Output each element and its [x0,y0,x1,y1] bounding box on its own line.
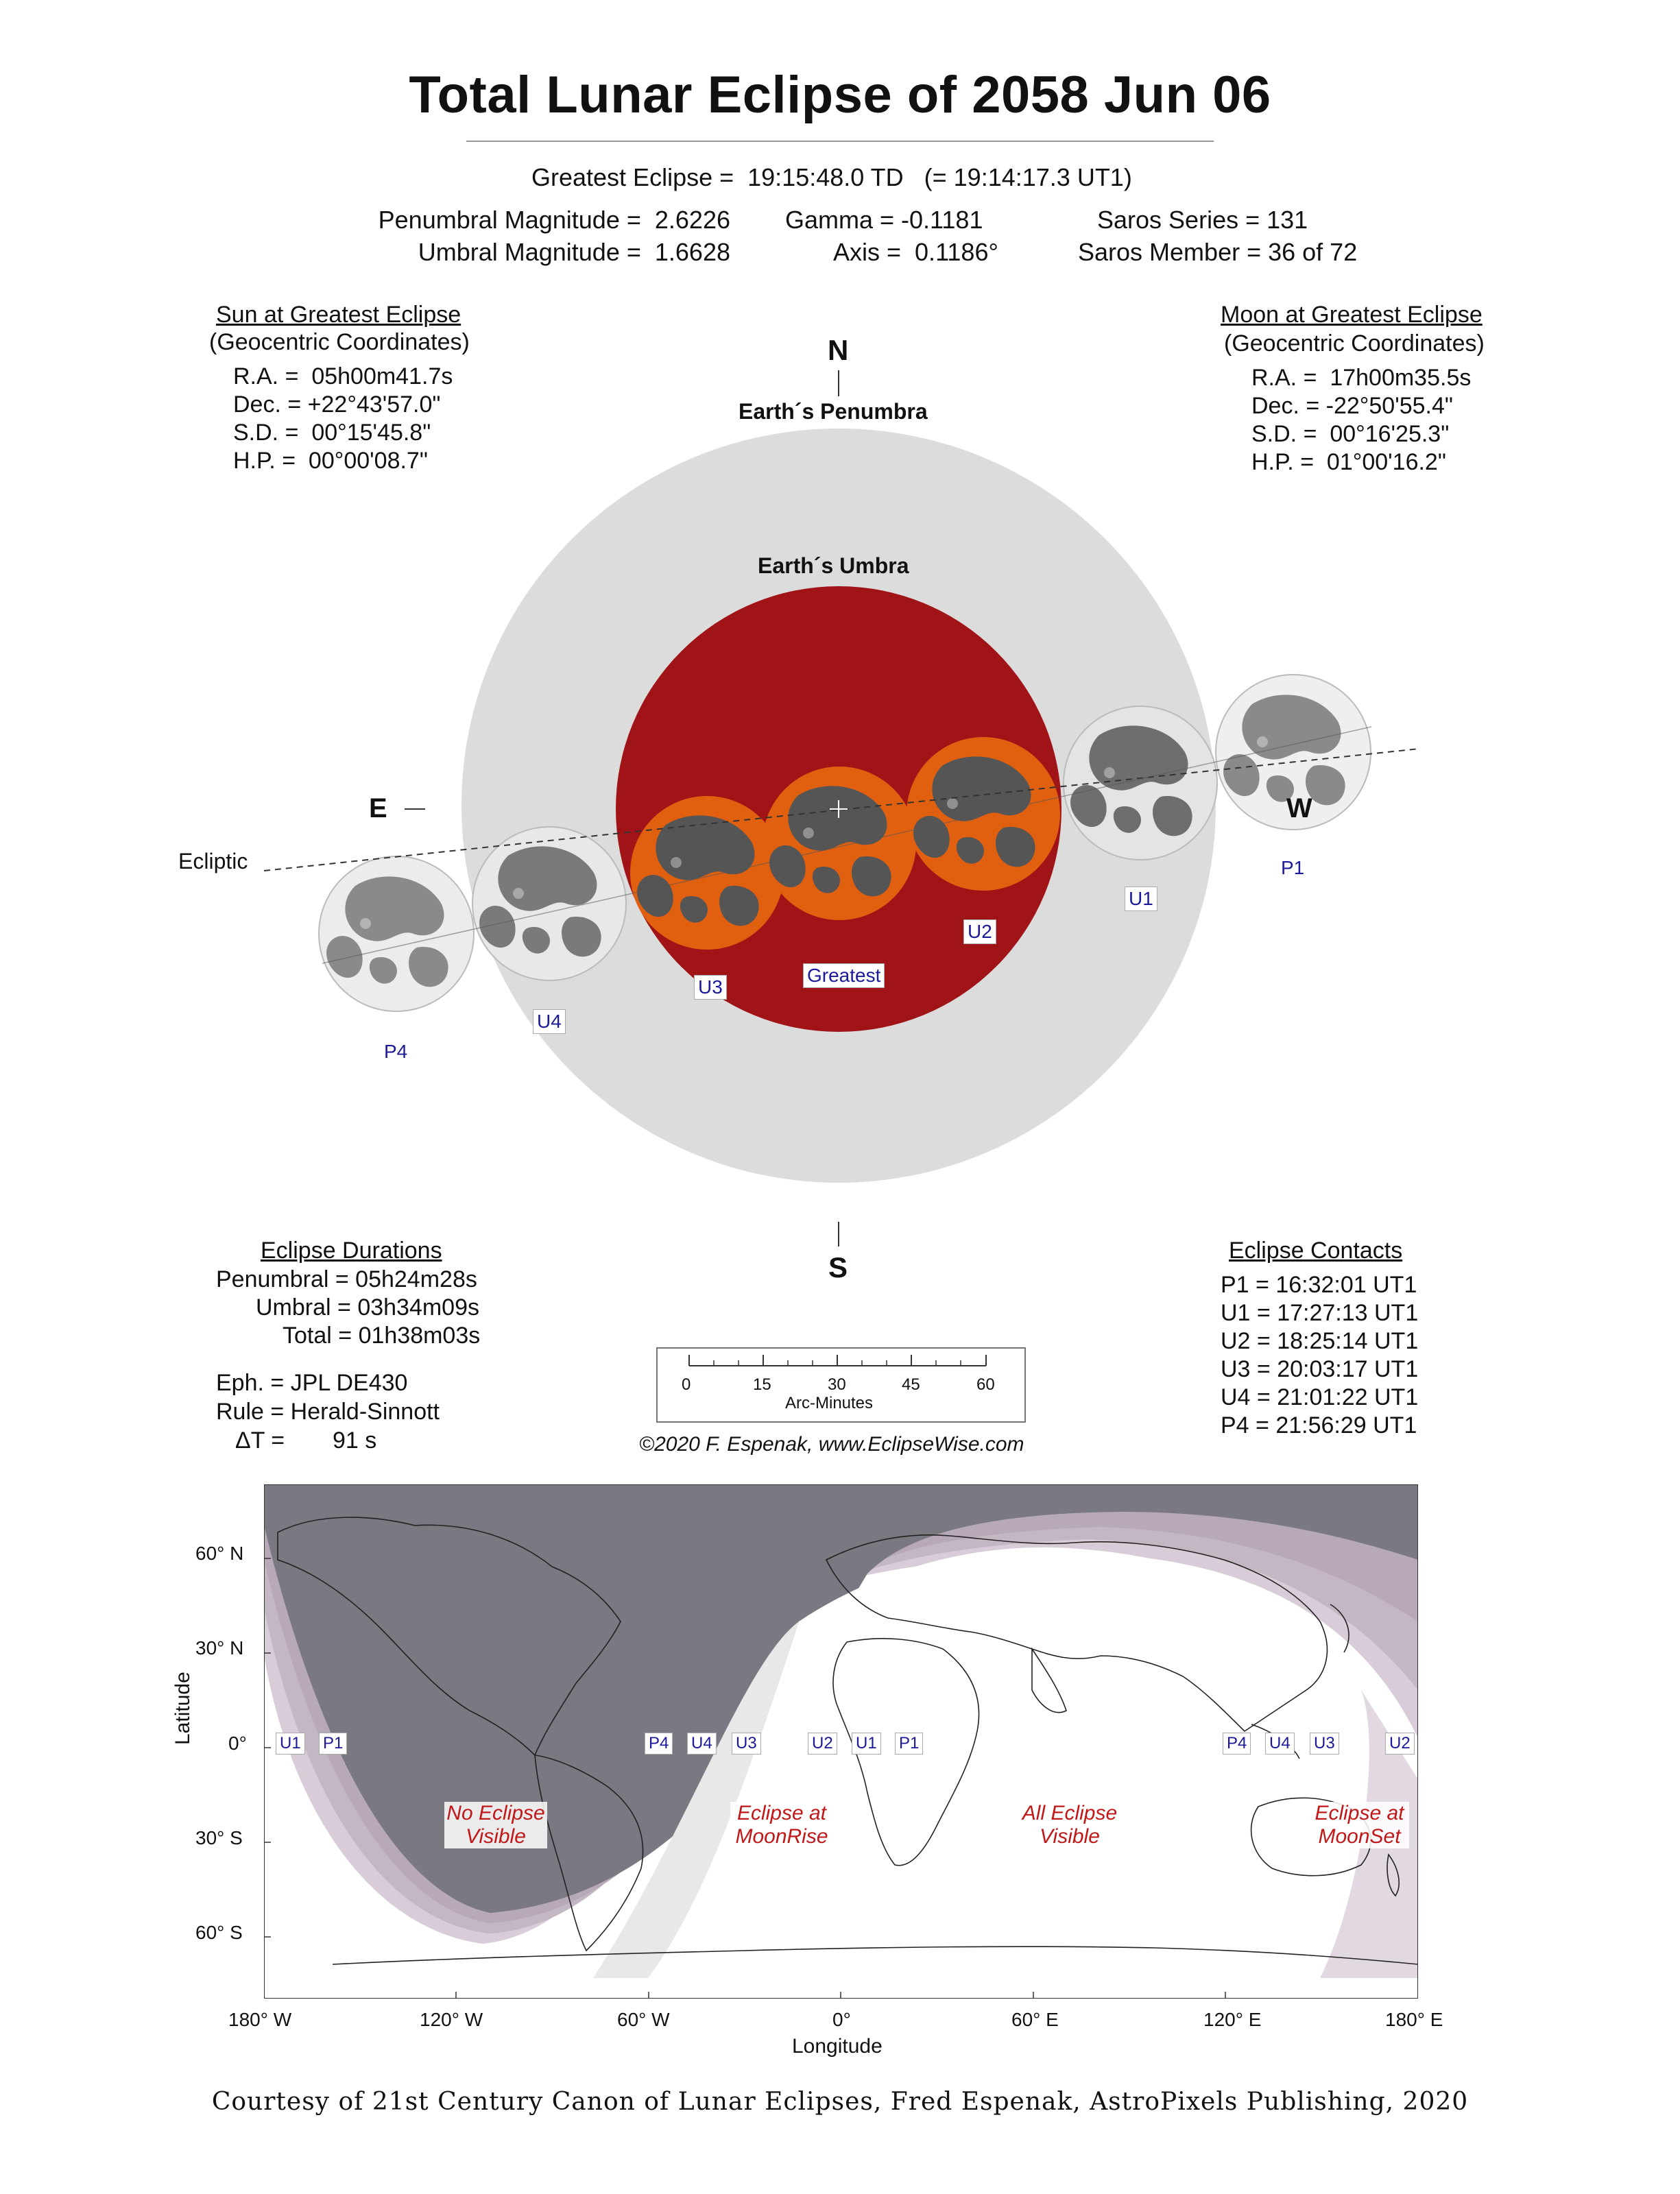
lat-tick-30n: 30° N [195,1637,244,1659]
map-u3-right: U3 [1310,1733,1339,1755]
map-u1-mid: U1 [852,1733,881,1755]
south-label: S [828,1251,848,1283]
gamma-value: Gamma = -0.1181 [785,206,983,234]
saros-series: Saros Series = 131 [1097,206,1308,234]
contacts-heading: Eclipse Contacts [1229,1238,1403,1264]
u4-label: U4 [533,1009,566,1034]
map-u4-right: U4 [1265,1733,1295,1755]
rule: Rule = Herald-Sinnott [216,1399,440,1425]
contact-u2: U2 = 18:25:14 UT1 [1221,1328,1419,1354]
p4-label: P4 [384,1041,408,1062]
scale-tick-0: 0 [682,1375,691,1394]
duration-umbral: Umbral = 03h34m09s [256,1294,480,1321]
lon-tick-180w: 180° W [228,2009,292,2030]
title-divider [466,141,1214,142]
footer-text: Courtesy of 21st Century Canon of Lunar Eclipses, Fred Espenak, AstroPixels Publishing, 2020 [211,2088,1469,2116]
scale-tick-60: 60 [976,1375,995,1394]
contact-p4: P4 = 21:56:29 UT1 [1221,1412,1417,1438]
lat-tick-60s: 60° S [195,1922,243,1943]
moon-dec: Dec. = -22°50'55.4" [1251,393,1453,419]
ecliptic-label: Ecliptic [178,849,248,873]
moon-ra: R.A. = 17h00m35.5s [1251,365,1472,391]
scale-tick-45: 45 [902,1375,920,1394]
moon-subheading: (Geocentric Coordinates) [1224,330,1485,357]
lat-tick-30s: 30° S [195,1827,243,1848]
saros-member: Saros Member = 36 of 72 [1078,238,1358,266]
sun-hp: H.P. = 00°00'08.7" [233,448,428,474]
umbral-magnitude: Umbral Magnitude = 1.6628 [418,238,730,266]
north-label: N [828,334,849,366]
u3-label: U3 [694,975,727,1000]
u2-label: U2 [963,919,996,944]
footer-credit [0,2088,1680,2116]
y-axis-label: Latitude [171,1672,194,1745]
sun-heading: Sun at Greatest Eclipse [216,302,461,328]
lon-tick-60e: 60° E [1011,2009,1059,2030]
region-moonrise: Eclipse at MoonRise [730,1802,833,1848]
map-u2-right: U2 [1385,1733,1415,1755]
moon-hp: H.P. = 01°00'16.2" [1251,449,1446,475]
duration-total: Total = 01h38m03s [283,1323,481,1349]
copyright: ©2020 F. Espenak, www.EclipseWise.com [639,1433,1024,1456]
region-no-eclipse: No Eclipse Visible [444,1802,547,1848]
sun-sd: S.D. = 00°15'45.8" [233,420,431,446]
lon-tick-0: 0° [832,2009,851,2030]
delta-t-value: 91 s [333,1427,377,1454]
moon-u4 [472,827,626,980]
eclipse-diagram [0,315,1680,1289]
sun-subheading: (Geocentric Coordinates) [209,329,470,355]
scale-tick-15: 15 [753,1375,771,1394]
moon-sd: S.D. = 00°16'25.3" [1251,421,1450,447]
east-label: E [369,793,387,823]
lon-tick-120w: 120° W [420,2009,483,2030]
duration-penumbral: Penumbral = 05h24m28s [216,1266,477,1292]
scale-tick-30: 30 [828,1375,846,1394]
map-u1-left: U1 [276,1733,305,1755]
axis-value: Axis = 0.1186° [833,238,998,266]
delta-t-label: ΔT = [235,1427,285,1454]
sun-ra: R.A. = 05h00m41.7s [233,363,453,389]
moon-u3 [630,796,784,950]
west-label: W [1286,793,1312,823]
map-u3-mid: U3 [732,1733,761,1755]
moon-greatest [763,767,916,920]
page-title: Total Lunar Eclipse of 2058 Jun 06 [409,66,1271,124]
lat-tick-0: 0° [228,1733,247,1754]
lon-tick-180e: 180° E [1385,2009,1443,2030]
greatest-label: Greatest [803,963,885,988]
penumbra-label: Earth´s Penumbra [739,399,928,424]
map-u2-mid: U2 [808,1733,837,1755]
greatest-eclipse-line: Greatest Eclipse = 19:15:48.0 TD (= 19:14:17.3 UT1) [531,163,1132,191]
map-p1-left: P1 [319,1733,347,1755]
contact-u3: U3 = 20:03:17 UT1 [1221,1356,1419,1382]
umbra-label: Earth´s Umbra [758,553,909,578]
scale-bar [658,1351,1022,1378]
x-axis-label: Longitude [792,2035,883,2058]
map-p1-mid: P1 [895,1733,923,1755]
lon-tick-60w: 60° W [617,2009,670,2030]
lon-tick-120e: 120° E [1203,2009,1262,2030]
lat-tick-60n: 60° N [195,1543,244,1564]
sun-dec: Dec. = +22°43'57.0" [233,391,441,418]
u1-label: U1 [1125,887,1157,911]
contact-p1: P1 = 16:32:01 UT1 [1221,1272,1417,1298]
moon-p4 [319,856,474,1011]
durations-heading: Eclipse Durations [261,1238,442,1264]
ephemeris: Eph. = JPL DE430 [216,1370,408,1396]
map-u4-mid: U4 [687,1733,717,1755]
moon-heading: Moon at Greatest Eclipse [1221,302,1483,328]
scale-label: Arc-Minutes [785,1394,874,1412]
contact-u4: U4 = 21:01:22 UT1 [1221,1384,1419,1410]
p1-label: P1 [1281,857,1305,878]
moon-u1 [1064,706,1217,860]
region-all-visible: All Eclipse Visible [1022,1802,1118,1848]
region-moonset: Eclipse at MoonSet [1310,1802,1409,1848]
penumbral-magnitude: Penumbral Magnitude = 2.6226 [378,206,730,234]
map-p4-mid: P4 [645,1733,673,1755]
map-p4-right: P4 [1223,1733,1251,1755]
contact-u1: U1 = 17:27:13 UT1 [1221,1300,1419,1326]
